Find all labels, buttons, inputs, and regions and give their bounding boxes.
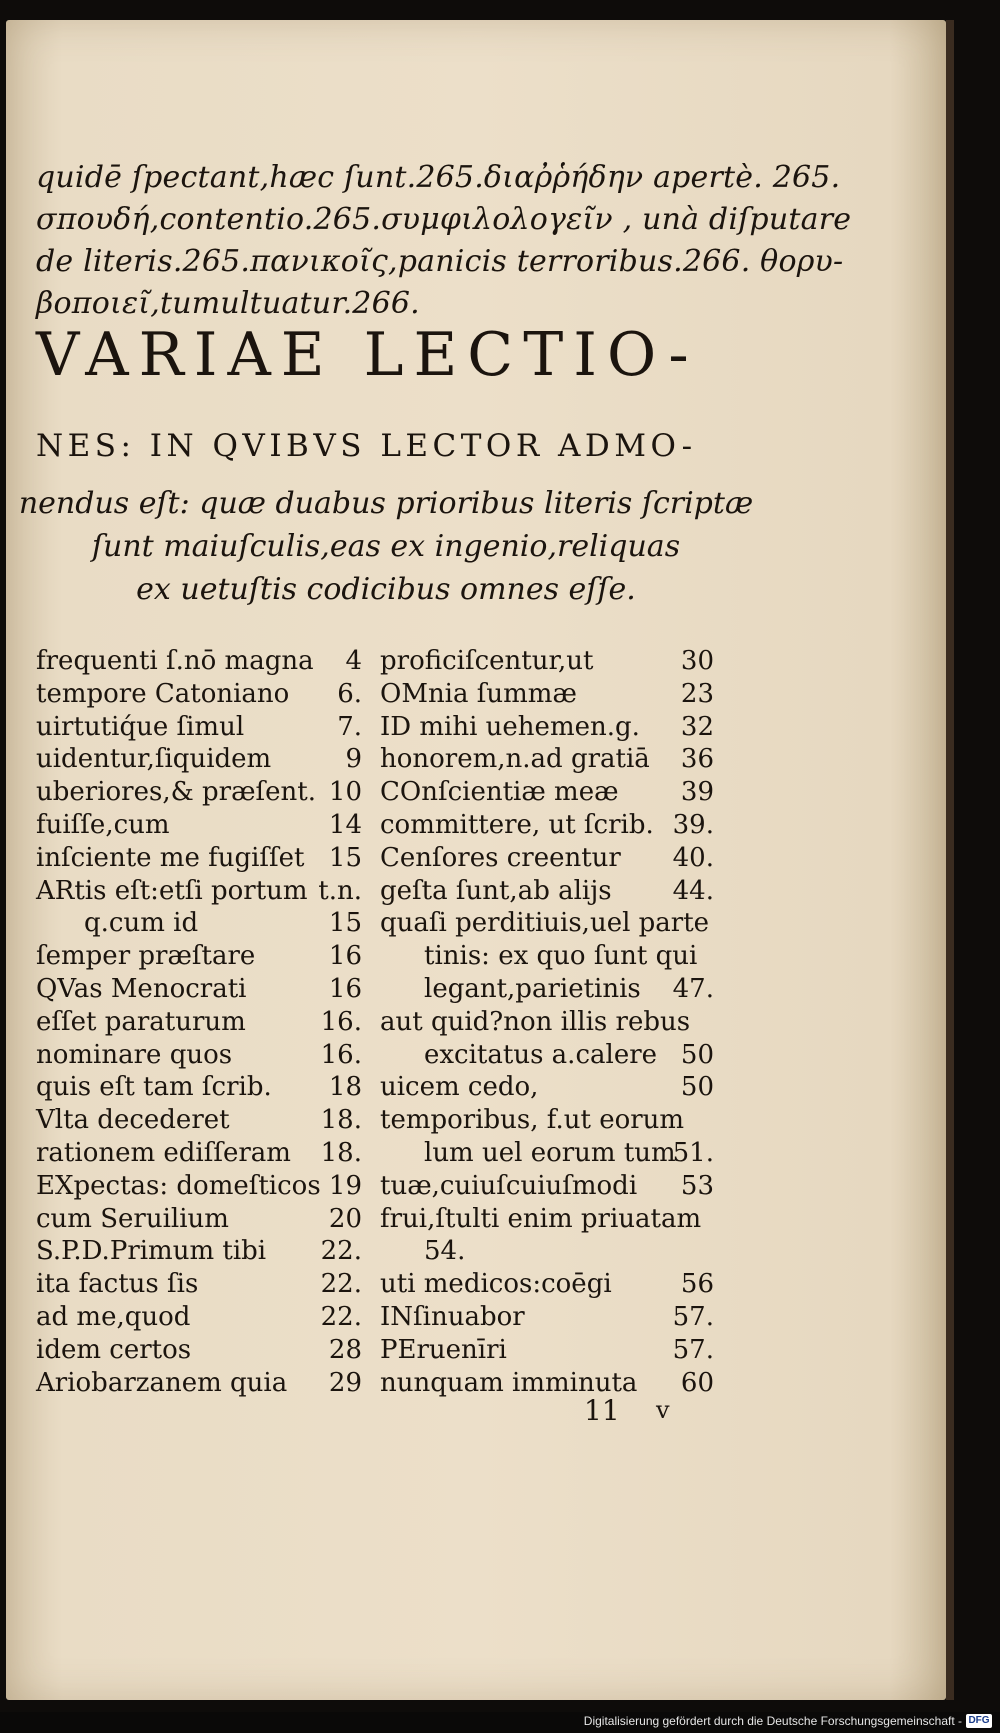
index-entry-text: inſciente me fugiſſet [36, 843, 305, 873]
dfg-logo: DFG [966, 1714, 992, 1728]
index-entry-text: quaſi perditiuis,uel parte [380, 908, 710, 938]
index-entry-page-number: 15 [328, 843, 362, 873]
index-entry-text: quis eſt tam ſcrib. [36, 1072, 272, 1102]
index-entry-text: QVas Menocrati [36, 974, 247, 1004]
index-entry-page-number: 32 [680, 712, 714, 742]
index-entry-text: temporibus, f.ut eorum [380, 1105, 685, 1135]
index-entry-page-number: t.n. [318, 876, 362, 906]
index-entry-page-number: 47. [672, 974, 714, 1004]
index-entry-text: Cenſores creentur [380, 843, 621, 873]
index-entry-page-number: 50 [680, 1040, 714, 1070]
index-entry-text: EXpectas: domeſticos [36, 1171, 321, 1201]
index-entry-text: proficiſcentur,ut [380, 646, 594, 676]
index-entry-text: frui,ſtulti enim priuatam [380, 1204, 702, 1234]
index-entry-text: legant,parietinis [424, 974, 641, 1004]
index-entry-page-number: 14 [328, 810, 362, 840]
index-entry-text: honorem,n.ad gratiā [380, 744, 650, 774]
index-entry-page-number: 9 [345, 744, 362, 774]
index-entry-page-number: 30 [680, 646, 714, 676]
index-entry-page-number: 44. [672, 876, 714, 906]
index-entry-page-number: 57. [672, 1302, 714, 1332]
index-entry-text: lum uel eorum tum [424, 1138, 676, 1168]
index-entry-page-number: 53 [680, 1171, 714, 1201]
index-entry-text: tempore Catoniano [36, 679, 290, 709]
index-entry-text: PEruenīri [380, 1335, 507, 1365]
index-entry-page-number: 39 [680, 777, 714, 807]
index-entry-text: nunquam imminuta [380, 1368, 638, 1398]
index-entry-text: tinis: ex quo ſunt qui [424, 941, 698, 971]
index-entry-text: uirtutiq́ue ſimul [36, 712, 245, 742]
index-entry-text: geſta ſunt,ab alijs [380, 876, 612, 906]
index-entry-page-number: 22. [320, 1302, 362, 1332]
index-entry-text: idem certos [36, 1335, 192, 1365]
index-entry-page-number: 16 [328, 974, 362, 1004]
page-edge [946, 20, 954, 1700]
index-entry-page-number: 10 [328, 777, 362, 807]
index-entry-page-number: 40. [672, 843, 714, 873]
index-entry-page-number: 22. [320, 1269, 362, 1299]
index-entry-page-number: 20 [328, 1204, 362, 1234]
index-entry-text: uberiores,& præſent. [36, 777, 316, 807]
heading-line-3: nendus eſt: quæ duabus prioribus literis ſcriptæ [18, 486, 754, 521]
index-entry-page-number: 29 [328, 1368, 362, 1398]
index-entry-text: aut quid?non illis rebus [380, 1007, 691, 1037]
index-entry-page-number: 60 [680, 1368, 714, 1398]
index-entry-text: uidentur,ſiquidem [36, 744, 272, 774]
book-page [6, 20, 946, 1700]
signature-mark: 11 [584, 1394, 620, 1427]
index-entry-page-number: 19 [328, 1171, 362, 1201]
index-entry-page-number: 18. [320, 1138, 362, 1168]
index-entry-text: Vlta decederet [36, 1105, 230, 1135]
index-entry-text: ad me,quod [36, 1302, 191, 1332]
index-entry-page-number: 4 [345, 646, 362, 676]
footer-credit: Digitalisierung gefördert durch die Deutsche Forschungsgemeinschaft - [583, 1714, 962, 1728]
index-entry-page-number: 6. [337, 679, 362, 709]
index-entry-text: excitatus a.calere [424, 1040, 658, 1070]
index-entry-page-number: 16. [320, 1007, 362, 1037]
index-entry-text: 54. [424, 1236, 466, 1266]
index-entry-page-number: 39. [672, 810, 714, 840]
index-entry-text: committere, ut ſcrib. [380, 810, 654, 840]
heading-line-5: ex uetuſtis codicibus omnes eſſe. [136, 572, 636, 607]
heading-line-2: NES: IN QVIBVS LECTOR ADMO- [36, 428, 697, 464]
index-entry-text: cum Seruilium [36, 1204, 229, 1234]
index-entry-text: S.P.D.Primum tibi [36, 1236, 267, 1266]
index-entry-text: rationem ediſſeram [36, 1138, 291, 1168]
top-text-line: quidē ſpectant,hæc ſunt.265.διαῤῥήδην apertè. 265. [36, 160, 841, 195]
index-entry-text: tuæ,cuiuſcuiuſmodi [380, 1171, 638, 1201]
index-entry-text: Ariobarzanem quia [36, 1368, 288, 1398]
index-entry-text: uti medicos:coēgi [380, 1269, 612, 1299]
index-entry-text: eſſet paraturum [36, 1007, 246, 1037]
index-entry-page-number: 22. [320, 1236, 362, 1266]
index-entry-page-number: 23 [680, 679, 714, 709]
index-entry-page-number: 50 [680, 1072, 714, 1102]
index-entry-page-number: 57. [672, 1335, 714, 1365]
index-entry-text: ID mihi uehemen.g. [380, 712, 640, 742]
catchmark: v [656, 1396, 670, 1424]
index-entry-text: ARtis eſt:etſi portum [36, 876, 308, 906]
index-entry-page-number: 15 [328, 908, 362, 938]
index-entry-page-number: 51. [672, 1138, 714, 1168]
index-entry-text: OMnia ſummæ [380, 679, 577, 709]
heading-line-1: VARIAE LECTIO- [36, 320, 699, 390]
index-entry-text: COnſcientiæ meæ [380, 777, 619, 807]
top-text-line: de literis.265.πανικοῖς,panicis terroribus.266. θορυ- [36, 244, 844, 279]
index-entry-text: uicem cedo, [380, 1072, 539, 1102]
index-entry-page-number: 18 [328, 1072, 362, 1102]
index-entry-page-number: 18. [320, 1105, 362, 1135]
index-entry-text: ſemper præſtare [36, 941, 256, 971]
index-entry-page-number: 56 [680, 1269, 714, 1299]
index-entry-page-number: 36 [680, 744, 714, 774]
index-entry-page-number: 28 [328, 1335, 362, 1365]
top-text-line: βοποιεῖ,tumultuatur.266. [36, 286, 420, 321]
index-entry-text: frequenti ſ.nō magna [36, 646, 314, 676]
index-entry-text: nominare quos [36, 1040, 233, 1070]
top-text-line: σπουδή,contentio.265.συμφιλολογεῖν , unà diſputare [36, 202, 852, 237]
index-entry-page-number: 16. [320, 1040, 362, 1070]
index-entry-page-number: 7. [337, 712, 362, 742]
index-entry-page-number: 16 [328, 941, 362, 971]
index-entry-text: INſinuabor [380, 1302, 525, 1332]
index-entry-text: fuiſſe,cum [36, 810, 170, 840]
heading-line-4: ſunt maiuſculis,eas ex ingenio,reliquas [91, 529, 681, 564]
index-entry-text: ita factus ſis [36, 1269, 199, 1299]
index-entry-text: q.cum id [84, 908, 199, 938]
